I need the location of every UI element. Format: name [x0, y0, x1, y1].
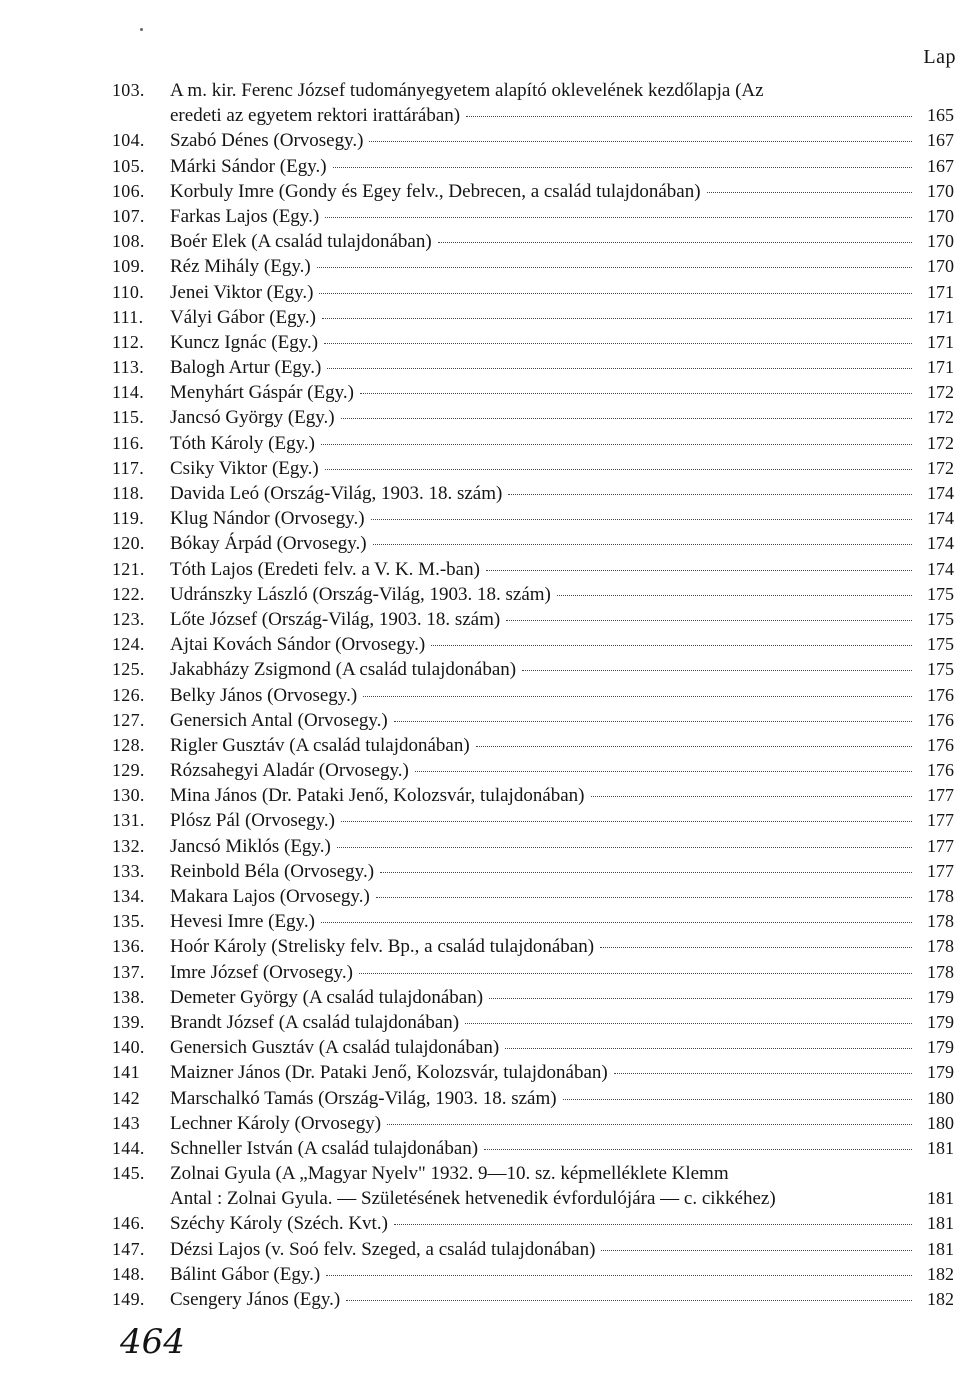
entry-line [112, 1035, 954, 1060]
list-item [112, 1211, 954, 1236]
entry-line [112, 1060, 954, 1085]
dot-leader [563, 1098, 912, 1100]
entry-page-number: 181 [927, 1213, 954, 1234]
list-item [112, 1060, 954, 1085]
entry-page-number: 182 [927, 1263, 954, 1284]
dot-leader [319, 292, 912, 294]
entry-number: 120. [112, 533, 145, 554]
entry-line [112, 405, 954, 430]
entry-text: Jakabházy Zsigmond (A család tulajdonában) [170, 659, 517, 681]
entry-text: Belky János (Orvosegy.) [170, 684, 358, 706]
entry-number: 128. [112, 734, 145, 755]
entry-text: Hoór Károly (Strelisky felv. Bp., a család tulajdonában) [170, 936, 595, 958]
dot-leader [601, 1249, 912, 1251]
dot-leader [489, 997, 912, 999]
entry-number: 129. [112, 760, 145, 781]
list-item [112, 405, 954, 430]
list-item [112, 380, 954, 405]
dot-leader [707, 191, 912, 193]
entry-page-number: 167 [927, 155, 954, 176]
dot-leader [321, 921, 912, 923]
entry-line [112, 531, 954, 556]
entry-number: 135. [112, 911, 145, 932]
dot-leader [321, 443, 912, 445]
dot-leader [484, 1148, 912, 1150]
dot-leader [394, 720, 912, 722]
entry-text: Hevesi Imre (Egy.) [170, 911, 315, 933]
entry-page-number: 179 [927, 986, 954, 1007]
dot-leader [614, 1072, 912, 1074]
entry-number: 108. [112, 231, 145, 252]
list-item [112, 1262, 954, 1287]
footer-page-number: 464 [120, 1322, 185, 1362]
entry-line [112, 481, 954, 506]
list-item [112, 934, 954, 959]
list-item [112, 179, 954, 204]
dot-leader [508, 493, 912, 495]
list-item [112, 280, 954, 305]
dot-leader [322, 317, 912, 319]
entry-line [112, 154, 954, 179]
entry-number: 127. [112, 709, 145, 730]
entry-line [112, 355, 954, 380]
entry-text: Bókay Árpád (Orvosegy.) [170, 533, 367, 555]
dot-leader [327, 367, 912, 369]
dot-leader [465, 1022, 912, 1024]
entry-line [112, 128, 954, 153]
entry-line [112, 733, 954, 758]
entry-line [112, 783, 954, 808]
entry-line [112, 330, 954, 355]
dot-leader [380, 871, 912, 873]
dot-leader [466, 115, 912, 117]
scan-speck [140, 28, 143, 31]
list-item [112, 128, 954, 153]
dot-leader [486, 569, 912, 571]
entry-page-number: 175 [927, 608, 954, 629]
entry-line [112, 1287, 954, 1312]
entry-line [112, 1086, 954, 1111]
dot-leader [337, 846, 912, 848]
list-item [112, 1161, 954, 1211]
dot-leader [557, 594, 912, 596]
list-item [112, 557, 954, 582]
entry-text: Korbuly Imre (Gondy és Egey felv., Debrecen, a család tulajdonában) [170, 180, 701, 202]
entry-text: Davida Leó (Ország-Világ, 1903. 18. szám) [170, 483, 503, 504]
entry-text: Marschalkó Tamás (Ország-Világ, 1903. 18. szám) [170, 1087, 557, 1109]
entry-continuation-line [112, 1186, 954, 1211]
entry-page-number: 170 [927, 231, 954, 252]
entry-number: 137. [112, 961, 145, 982]
illustration-index-list [112, 78, 954, 1312]
dot-leader [600, 946, 912, 948]
entry-text: Klug Nándor (Orvosegy.) [170, 508, 365, 530]
entry-page-number: 179 [927, 1062, 954, 1083]
entry-page-number: 181 [927, 1238, 954, 1259]
list-item [112, 1136, 954, 1161]
entry-page-number: 178 [927, 886, 954, 906]
entry-page-number: 177 [927, 810, 954, 831]
dot-leader [476, 745, 912, 747]
entry-line [112, 582, 954, 607]
entry-text: Maizner János (Dr. Pataki Jenő, Kolozsvár, tulajdonában) [170, 1062, 608, 1084]
entry-text: Udránszky László (Ország-Világ, 1903. 18. szám) [170, 583, 551, 605]
entry-page-number: 175 [927, 659, 954, 680]
entry-number: 130. [112, 785, 145, 806]
entry-text: Reinbold Béla (Orvosegy.) [170, 860, 375, 882]
entry-page-number: 178 [927, 936, 954, 957]
entry-number: 105. [112, 155, 145, 176]
list-item [112, 1086, 954, 1111]
entry-line [112, 1161, 954, 1186]
entry-line [112, 229, 954, 254]
entry-line [112, 1237, 954, 1262]
entry-page-number: 177 [927, 785, 954, 806]
dot-leader [359, 972, 912, 974]
list-item [112, 1010, 954, 1035]
page-column-header: Lap [923, 46, 956, 68]
dot-leader [522, 669, 912, 671]
entry-number: 142 [112, 1087, 140, 1108]
dot-leader [438, 241, 912, 243]
list-item [112, 1035, 954, 1060]
entry-text: Rigler Gusztáv (A család tulajdonában) [170, 734, 470, 756]
entry-number: 138. [112, 986, 145, 1007]
entry-page-number: 174 [927, 483, 954, 503]
entry-text: Genersich Gusztáv (A család tulajdonában) [170, 1037, 500, 1059]
entry-text: Imre József (Orvosegy.) [170, 961, 353, 983]
list-item [112, 582, 954, 607]
entry-page-number: 174 [927, 558, 954, 579]
entry-number: 131. [112, 810, 145, 831]
entry-page-number: 172 [927, 432, 954, 453]
entry-number: 141 [112, 1062, 140, 1083]
entry-page-number: 176 [927, 760, 954, 781]
list-item [112, 431, 954, 456]
entry-text: Demeter György (A család tulajdonában) [170, 986, 484, 1008]
entry-number: 123. [112, 608, 145, 629]
entry-number: 147. [112, 1238, 145, 1259]
list-item [112, 683, 954, 708]
entry-line [112, 305, 954, 330]
entry-number: 126. [112, 684, 145, 705]
entry-text: Boér Elek (A család tulajdonában) [170, 231, 432, 253]
entry-line [112, 557, 954, 582]
entry-number: 107. [112, 205, 145, 226]
dot-leader [317, 266, 912, 268]
dot-leader [505, 1047, 912, 1049]
entry-number: 146. [112, 1213, 145, 1234]
list-item [112, 960, 954, 985]
entry-number: 119. [112, 508, 145, 529]
entry-page-number: 171 [927, 331, 954, 352]
entry-text: Réz Mihály (Egy.) [170, 256, 311, 278]
dot-leader [431, 644, 912, 646]
entry-line [112, 78, 954, 103]
entry-page-number: 177 [927, 835, 954, 856]
entry-line [112, 506, 954, 531]
entry-text: Széchy Károly (Széch. Kvt.) [170, 1213, 388, 1235]
entry-text: Menyhárt Gáspár (Egy.) [170, 382, 354, 404]
entry-line [112, 1262, 954, 1287]
entry-number: 113. [112, 357, 145, 378]
entry-number: 109. [112, 256, 145, 277]
entry-number: 145. [112, 1163, 145, 1184]
entry-page-number: 170 [927, 205, 954, 226]
entry-text: Tóth Károly (Egy.) [170, 432, 315, 454]
entry-page-number: 175 [927, 634, 954, 655]
entry-page-number: 170 [927, 256, 954, 277]
dot-leader [369, 140, 912, 142]
entry-number: 140. [112, 1037, 145, 1058]
entry-page-number: 176 [927, 709, 954, 730]
entry-number: 118. [112, 483, 145, 503]
list-item [112, 154, 954, 179]
dot-leader [415, 770, 912, 772]
entry-page-number: 167 [927, 130, 954, 151]
entry-page-number: 179 [927, 1037, 954, 1058]
entry-text: Makara Lajos (Orvosegy.) [170, 886, 370, 907]
list-item [112, 909, 954, 934]
entry-line [112, 280, 954, 305]
dot-leader [363, 695, 912, 697]
list-item [112, 808, 954, 833]
entry-number: 115. [112, 407, 145, 428]
entry-text: Schneller István (A család tulajdonában) [170, 1137, 479, 1159]
entry-text: Jancsó Miklós (Egy.) [170, 835, 331, 857]
dot-leader [324, 342, 912, 344]
entry-number: 103. [112, 80, 145, 100]
list-item [112, 355, 954, 380]
entry-number: 134. [112, 886, 145, 906]
entry-page-number: 180 [927, 1112, 954, 1133]
list-item [112, 834, 954, 859]
entry-page-number: 181 [927, 1188, 954, 1209]
entry-text: Jenei Viktor (Egy.) [170, 281, 314, 303]
entry-text: Márki Sándor (Egy.) [170, 155, 327, 177]
entry-line [112, 607, 954, 632]
entry-text: Bálint Gábor (Egy.) [170, 1263, 321, 1285]
entry-line [112, 254, 954, 279]
entry-number: 106. [112, 180, 145, 201]
list-item [112, 884, 954, 909]
list-item [112, 305, 954, 330]
dot-leader [371, 518, 912, 520]
list-item [112, 1287, 954, 1312]
entry-continuation-line [112, 103, 954, 128]
entry-text: Antal : Zolnai Gyula. — Születésének hetvenedik évfordulójára — c. cikkéhez) [170, 1188, 776, 1210]
entry-line [112, 708, 954, 733]
entry-page-number: 176 [927, 684, 954, 705]
list-item [112, 733, 954, 758]
entry-page-number: 178 [927, 911, 954, 932]
entry-number: 133. [112, 860, 145, 881]
entry-text: A m. kir. Ferenc József tudományegyetem alapító oklevelének kezdőlapja (Az [170, 80, 764, 101]
entry-text: Farkas Lajos (Egy.) [170, 205, 320, 227]
entry-text: Lőte József (Ország-Világ, 1903. 18. szám) [170, 608, 501, 630]
entry-page-number: 176 [927, 734, 954, 755]
entry-line [112, 1111, 954, 1136]
entry-number: 125. [112, 659, 145, 680]
entry-text: Zolnai Gyula (A „Magyar Nyelv" 1932. 9—10. sz. képmelléklete Klemm [170, 1163, 729, 1185]
entry-page-number: 182 [927, 1289, 954, 1309]
entry-text: Brandt József (A család tulajdonában) [170, 1011, 460, 1033]
entry-line [112, 431, 954, 456]
list-item [112, 607, 954, 632]
entry-line [112, 632, 954, 657]
list-item [112, 481, 954, 506]
entry-text: eredeti az egyetem rektori irattárában) [170, 105, 461, 127]
list-item [112, 531, 954, 556]
dot-leader [325, 468, 912, 470]
entry-line [112, 683, 954, 708]
entry-number: 112. [112, 331, 145, 352]
entry-page-number: 171 [927, 357, 954, 378]
entry-page-number: 181 [927, 1137, 954, 1158]
entry-number: 132. [112, 835, 145, 856]
entry-number: 121. [112, 558, 145, 579]
entry-page-number: 180 [927, 1087, 954, 1108]
entry-line [112, 380, 954, 405]
entry-number: 116. [112, 432, 145, 453]
dot-leader [506, 619, 912, 621]
entry-number: 143 [112, 1112, 140, 1133]
entry-line [112, 204, 954, 229]
entry-text: Csiky Viktor (Egy.) [170, 457, 319, 479]
entry-page-number: 171 [927, 281, 954, 302]
list-item [112, 506, 954, 531]
entry-text: Tóth Lajos (Eredeti felv. a V. K. M.-ban) [170, 558, 480, 580]
entry-line [112, 834, 954, 859]
entry-text: Csengery János (Egy.) [170, 1289, 341, 1310]
entry-number: 124. [112, 634, 145, 655]
entry-page-number: 177 [927, 860, 954, 881]
entry-number: 111. [112, 306, 144, 327]
entry-text: Genersich Antal (Orvosegy.) [170, 709, 388, 731]
list-item [112, 330, 954, 355]
dot-leader [326, 1274, 912, 1276]
dot-leader [387, 1123, 912, 1125]
entry-text: Mina János (Dr. Pataki Jenő, Kolozsvár, tulajdonában) [170, 785, 585, 807]
entry-page-number: 170 [927, 180, 954, 201]
dot-leader [376, 896, 912, 898]
entry-line [112, 884, 954, 909]
entry-number: 104. [112, 130, 145, 151]
entry-text: Balogh Artur (Egy.) [170, 357, 322, 379]
list-item [112, 708, 954, 733]
entry-number: 144. [112, 1137, 145, 1158]
entry-page-number: 178 [927, 961, 954, 982]
entry-text: Ajtai Kovách Sándor (Orvosegy.) [170, 634, 426, 656]
dot-leader [394, 1223, 912, 1225]
list-item [112, 1237, 954, 1262]
entry-page-number: 171 [927, 306, 954, 327]
entry-number: 110. [112, 281, 145, 302]
entry-line [112, 985, 954, 1010]
list-item [112, 204, 954, 229]
entry-line [112, 909, 954, 934]
dot-leader [325, 216, 912, 218]
entry-page-number: 174 [927, 508, 954, 529]
list-item [112, 657, 954, 682]
entry-number: 139. [112, 1011, 145, 1032]
entry-number: 149. [112, 1289, 145, 1309]
entry-number: 122. [112, 583, 145, 604]
entry-line [112, 758, 954, 783]
entry-page-number: 172 [927, 382, 954, 403]
entry-line [112, 808, 954, 833]
dot-leader [346, 1299, 912, 1301]
entry-page-number: 165 [927, 105, 954, 126]
entry-page-number: 175 [927, 583, 954, 604]
entry-line [112, 657, 954, 682]
entry-page-number: 172 [927, 407, 954, 428]
entry-line [112, 1136, 954, 1161]
list-item [112, 859, 954, 884]
entry-line [112, 1211, 954, 1236]
entry-text: Vályi Gábor (Egy.) [170, 306, 316, 328]
entry-line [112, 960, 954, 985]
list-item [112, 632, 954, 657]
entry-text: Szabó Dénes (Orvosegy.) [170, 130, 364, 152]
entry-text: Lechner Károly (Orvosegy) [170, 1112, 382, 1134]
list-item [112, 456, 954, 481]
entry-line [112, 1010, 954, 1035]
entry-text: Dézsi Lajos (v. Soó felv. Szeged, a család tulajdonában) [170, 1238, 596, 1260]
entry-text: Jancsó György (Egy.) [170, 407, 335, 429]
dot-leader [341, 417, 912, 419]
entry-text: Kuncz Ignác (Egy.) [170, 331, 319, 353]
dot-leader [360, 392, 912, 394]
list-item [112, 985, 954, 1010]
entry-number: 114. [112, 382, 145, 403]
dot-leader [591, 795, 912, 797]
entry-line [112, 859, 954, 884]
dot-leader [341, 820, 912, 822]
list-item [112, 783, 954, 808]
entry-text: Rózsahegyi Aladár (Orvosegy.) [170, 760, 409, 782]
list-item [112, 229, 954, 254]
entry-page-number: 172 [927, 457, 954, 478]
dot-leader [373, 543, 912, 545]
list-item [112, 78, 954, 128]
entry-number: 136. [112, 936, 145, 957]
entry-number: 117. [112, 457, 145, 478]
list-item [112, 254, 954, 279]
entry-line [112, 179, 954, 204]
entry-line [112, 456, 954, 481]
dot-leader [333, 166, 912, 168]
entry-number: 148. [112, 1263, 145, 1284]
entry-page-number: 174 [927, 533, 954, 554]
list-item [112, 758, 954, 783]
list-item [112, 1111, 954, 1136]
entry-page-number: 179 [927, 1011, 954, 1032]
entry-text: Plósz Pál (Orvosegy.) [170, 810, 335, 832]
entry-line [112, 934, 954, 959]
